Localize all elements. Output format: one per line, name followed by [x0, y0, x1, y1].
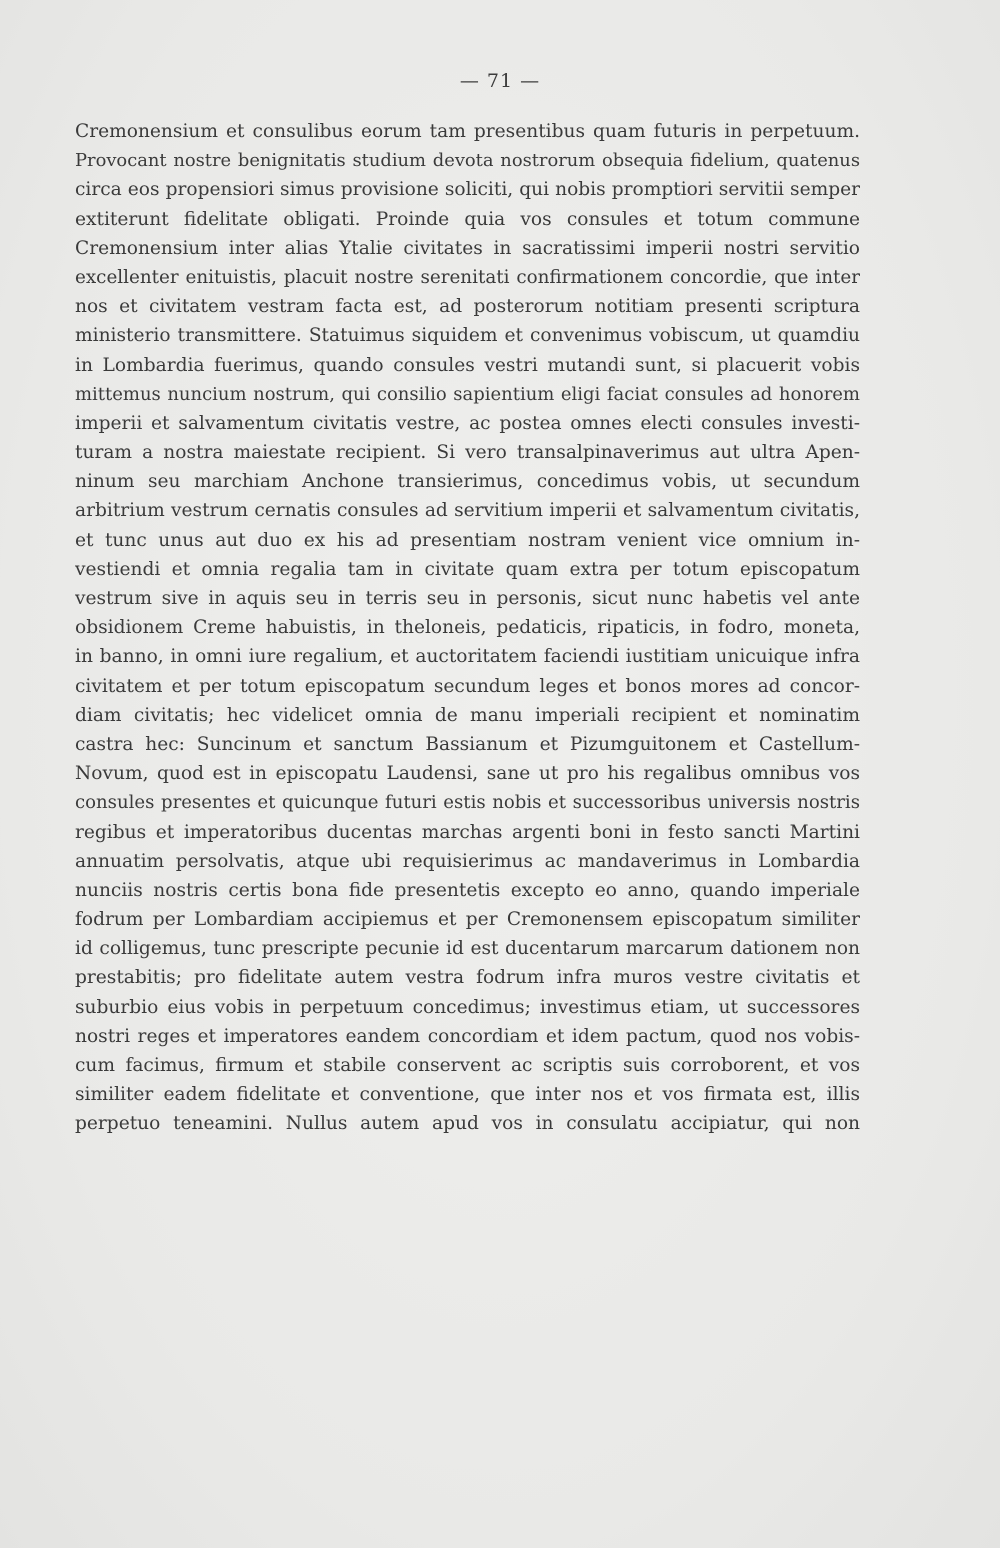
- text-line: Novum, quod est in episcopatu Laudensi, sane ut pro his regalibus omnibus vos: [75, 763, 860, 785]
- text-line: suburbio eius vobis in perpetuum concedimus; investimus etiam, ut successores: [75, 996, 860, 1018]
- text-line: id colligemus, tunc prescripte pecunie id est ducentarum marcarum dationem non: [75, 938, 860, 960]
- text-line: excellenter enituistis, placuit nostre serenitati confirmationem concordie, que inter: [75, 266, 860, 288]
- text-line: circa eos propensiori simus provisione soliciti, qui nobis promptiori servitii semper: [75, 179, 860, 201]
- text-line: in banno, in omni iure regalium, et auctoritatem faciendi iustitiam unicuique infra: [75, 646, 860, 668]
- text-line: perpetuo teneamini. Nullus autem apud vos in consulatu accipiatur, qui non: [75, 1113, 860, 1135]
- body-text: [75, 117, 860, 1139]
- text-line: turam a nostra maiestate recipient. Si vero transalpinaverimus aut ultra Apen-: [75, 442, 860, 464]
- text-line: annuatim persolvatis, atque ubi requisierimus ac mandaverimus in Lombardia: [75, 850, 860, 872]
- text-line: civitatem et per totum episcopatum secundum leges et bonos mores ad concor-: [75, 675, 860, 697]
- text-line: ministerio transmittere. Statuimus siquidem et convenimus vobiscum, ut quamdiu: [75, 325, 860, 347]
- text-line: fodrum per Lombardiam accipiemus et per Cremonensem episcopatum similiter: [75, 909, 860, 931]
- text-line: Provocant nostre benignitatis studium devota nostrorum obsequia fidelium, quatenus: [75, 150, 860, 172]
- text-line: nunciis nostris certis bona fide presentetis excepto eo anno, quando imperiale: [75, 879, 860, 901]
- text-line: cum facimus, firmum et stabile conservent ac scriptis suis corroborent, et vos: [75, 1055, 860, 1076]
- page-number: — 71 —: [459, 70, 541, 92]
- text-line: imperii et salvamentum civitatis vestre, ac postea omnes electi consules investi-: [75, 412, 860, 434]
- text-line: arbitrium vestrum cernatis consules ad servitium imperii et salvamentum civitatis,: [75, 500, 860, 522]
- text-line: regibus et imperatoribus ducentas marchas argenti boni in festo sancti Martini: [75, 821, 860, 843]
- text-line: extiterunt fidelitate obligati. Proinde quia vos consules et totum commune: [75, 208, 860, 230]
- text-line: et tunc unus aut duo ex his ad presentiam nostram venient vice omnium in-: [75, 529, 860, 551]
- text-line: diam civitatis; hec videlicet omnia de manu imperiali recipient et nominatim: [75, 704, 860, 726]
- text-line: vestiendi et omnia regalia tam in civitate quam extra per totum episcopatum: [75, 558, 860, 580]
- text-line: nos et civitatem vestram facta est, ad posterorum notitiam presenti scriptura: [75, 296, 860, 318]
- text-line: castra hec: Suncinum et sanctum Bassianum et Pizumguitonem et Castellum-: [75, 733, 860, 755]
- text-line: nostri reges et imperatores eandem concordiam et idem pactum, quod nos vobis-: [75, 1025, 860, 1047]
- text-line: prestabitis; pro fidelitate autem vestra fodrum infra muros vestre civitatis et: [75, 967, 860, 989]
- text-line: obsidionem Creme habuistis, in theloneis, pedaticis, ripaticis, in fodro, moneta,: [75, 617, 860, 639]
- text-line: consules presentes et quicunque futuri estis nobis et successoribus universis nostris: [75, 792, 860, 814]
- text-line: Cremonensium inter alias Ytalie civitates in sacratissimi imperii nostri servitio: [75, 237, 860, 259]
- text-line: vestrum sive in aquis seu in terris seu in personis, sicut nunc habetis vel ante: [75, 588, 860, 609]
- text-line: in Lombardia fuerimus, quando consules vestri mutandi sunt, si placuerit vobis: [75, 354, 860, 376]
- text-line: similiter eadem fidelitate et conventione, que inter nos et vos firmata est, illis: [75, 1084, 860, 1106]
- text-line: ninum seu marchiam Anchone transierimus, concedimus vobis, ut secundum: [75, 471, 860, 493]
- text-line: mittemus nuncium nostrum, qui consilio sapientium eligi faciat consules ad honorem: [75, 383, 860, 405]
- text-line: Cremonensium et consulibus eorum tam presentibus quam futuris in perpetuum.: [75, 121, 860, 142]
